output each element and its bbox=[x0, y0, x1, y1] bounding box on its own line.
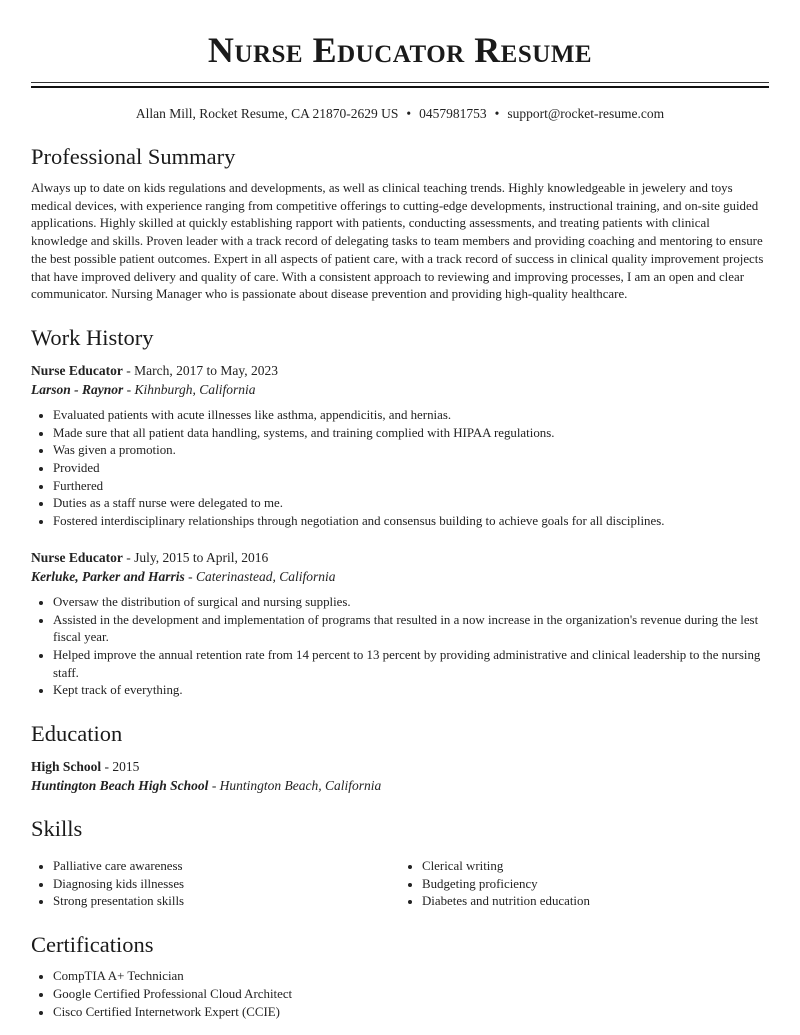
list-item: • Helped improve the annual retention rate from 14 percent to 13 percent by providing administrative and clinical leadership to the nursing staff. bbox=[53, 647, 769, 682]
education-school bbox=[31, 776, 769, 795]
list-item: • Furthered bbox=[53, 478, 769, 496]
list-item: • Palliative care awareness bbox=[53, 858, 400, 876]
phone: 0457981753 bbox=[419, 106, 487, 121]
list-item: • Google Certified Professional Cloud Architect bbox=[53, 986, 769, 1004]
section-heading-education: Education bbox=[31, 721, 123, 747]
list-item: • Was given a promotion. bbox=[53, 442, 769, 460]
school-location: - Huntington Beach, California bbox=[208, 778, 382, 794]
job-bullets bbox=[31, 407, 769, 531]
separator: • bbox=[494, 106, 500, 121]
divider bbox=[31, 82, 769, 83]
skills-columns bbox=[31, 852, 769, 911]
email: support@rocket-resume.com bbox=[507, 106, 665, 121]
divider bbox=[31, 86, 769, 88]
list-item: • CompTIA A+ Technician bbox=[53, 968, 769, 986]
list-item: • Cisco Certified Internetwork Expert (CCIE) bbox=[53, 1004, 769, 1022]
list-item: • Clerical writing bbox=[422, 858, 769, 876]
resume-title: Nurse Educator Resume bbox=[207, 30, 593, 70]
skills-list-left bbox=[31, 858, 400, 911]
list-item: • Assisted in the development and implementation of programs that resulted in a now increase in the organization's revenue during the lest fiscal year. bbox=[53, 612, 769, 647]
job-entry bbox=[31, 361, 769, 531]
certifications-list bbox=[31, 968, 769, 1021]
section-heading-skills: Skills bbox=[31, 816, 83, 842]
job-location: - Kihnburgh, California bbox=[123, 381, 256, 397]
summary-text: Always up to date on kids regulations and developments, as well as clinical teaching trends. Highly knowledgeable in jewelery and toys medical devices, with experience ranging from competitive offerings to cutting-edge developments, instructional training, and on-site guided applications. Highly skilled at quickly establishing rapport with patients, conducting assessments, and treating patients with clinical knowledge and skills. Proven leader with a track record of delegating tasks to team members and providing coaching and mentoring to ensure the best possible patient outcomes. Expert in all aspects of patient care, with a track record of success in clinical quality improvement projects that have improved delivery and quality of care. With a consistent approach to reviewing and improving processes, I am an open and clear communicator. Nursing Manager who is passionate about disease prevention and providing high-quality healthcare. bbox=[31, 181, 764, 302]
job-location: - Caterinastead, California bbox=[184, 568, 336, 584]
job-title: Nurse Educator bbox=[31, 549, 123, 565]
job-bullets bbox=[31, 594, 769, 700]
list-item: • Made sure that all patient data handling, systems, and training complied with HIPAA regulations. bbox=[53, 425, 769, 443]
separator: • bbox=[406, 106, 412, 121]
list-item: • Strong presentation skills bbox=[53, 893, 400, 911]
list-item: • Kept track of everything. bbox=[53, 682, 769, 700]
section-heading-summary: Professional Summary bbox=[31, 144, 236, 169]
employer: Kerluke, Parker and Harris bbox=[31, 568, 185, 584]
list-item: • Diabetes and nutrition education bbox=[422, 893, 769, 911]
job-dates: - March, 2017 to May, 2023 bbox=[122, 362, 278, 378]
job-entry bbox=[31, 548, 769, 700]
school: Huntington Beach High School bbox=[31, 778, 209, 794]
list-item: • Duties as a staff nurse were delegated to me. bbox=[53, 495, 769, 513]
employer-line bbox=[31, 380, 769, 399]
list-item: • Oversaw the distribution of surgical and nursing supplies. bbox=[53, 594, 769, 612]
section-heading-work: Work History bbox=[31, 324, 154, 350]
year: - 2015 bbox=[101, 759, 140, 775]
degree: High School bbox=[31, 759, 102, 775]
employer-line bbox=[31, 567, 769, 586]
section-heading-certifications: Certifications bbox=[31, 932, 154, 958]
education-degree bbox=[31, 757, 769, 776]
list-item: • Provided bbox=[53, 460, 769, 478]
list-item: • Fostered interdisciplinary relationships through negotiation and consensus building to achieve goals for all disciplines. bbox=[53, 513, 769, 531]
contact-info bbox=[31, 105, 769, 123]
job-title: Nurse Educator bbox=[31, 362, 123, 378]
skills-list-right bbox=[400, 858, 769, 911]
list-item: • Evaluated patients with acute illnesses like asthma, appendicitis, and hernias. bbox=[53, 407, 769, 425]
address: Allan Mill, Rocket Resume, CA 21870-2629 US bbox=[135, 106, 399, 121]
list-item: • Budgeting proficiency bbox=[422, 876, 769, 894]
job-dates: - July, 2015 to April, 2016 bbox=[122, 549, 269, 565]
list-item: • Diagnosing kids illnesses bbox=[53, 876, 400, 894]
job-list bbox=[31, 361, 769, 700]
job-title-line bbox=[31, 361, 769, 380]
job-title-line bbox=[31, 548, 769, 567]
employer: Larson - Raynor bbox=[31, 381, 124, 397]
